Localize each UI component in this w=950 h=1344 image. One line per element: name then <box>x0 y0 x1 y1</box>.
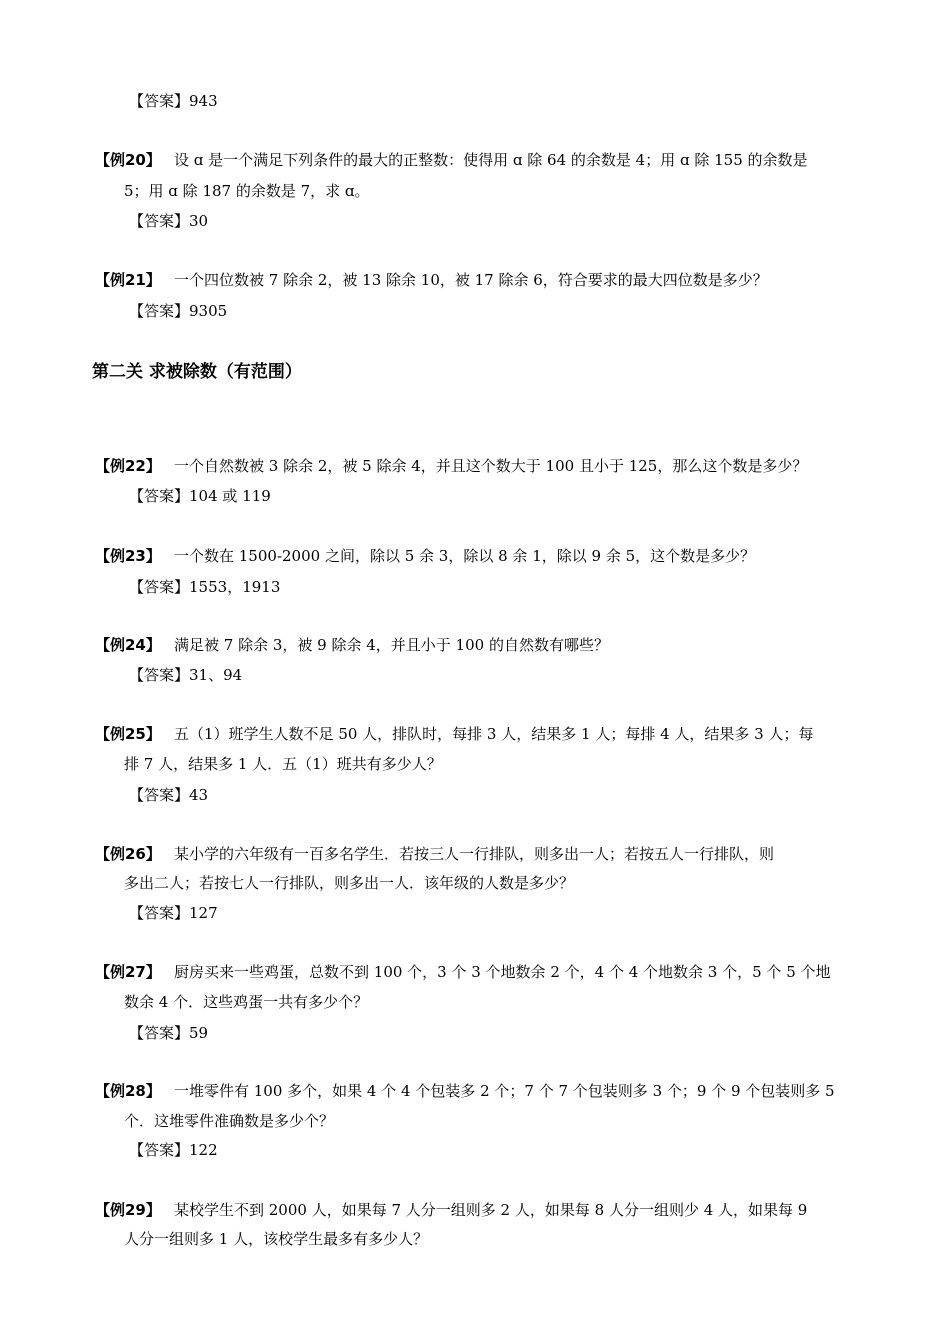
example-label-22: 【例22】 <box>95 457 161 475</box>
example-text-26-line2: 多出二人；若按七人一行排队，则多出一人．该年级的人数是多少？ <box>124 874 575 892</box>
example-text-25-line1: 五（1）班学生人数不足 50 人，排队时，每排 3 人，结果多 1 人；每排 4 人，结果多 3 人；每 <box>174 725 814 743</box>
answer-value: 1553，1913 <box>189 578 281 596</box>
answer-label: 【答案】 <box>129 487 190 505</box>
example-text-24-line1: 满足被 7 除余 3，被 9 除余 4，并且小于 100 的自然数有哪些？ <box>174 636 609 654</box>
example-label-24: 【例24】 <box>95 636 161 654</box>
section-title: 第二关 求被除数（有范围） <box>92 362 302 382</box>
example-text-20-line2: 5；用 ɑ 除 187 的余数是 7，求 ɑ。 <box>124 182 370 200</box>
example-text-27-line1: 厨房买来一些鸡蛋，总数不到 100 个，3 个 3 个地数余 2 个，4 个 4 个地数余 3 个，5 个 5 个地 <box>174 963 831 981</box>
answer-value: 943 <box>189 92 218 110</box>
answer-label: 【答案】 <box>129 904 190 922</box>
example-text-28-line2: 个．这堆零件准确数是多少个？ <box>124 1112 335 1130</box>
answer-28 <box>129 1140 218 1160</box>
answer-label: 【答案】 <box>129 302 190 320</box>
answer-value: 31、94 <box>189 666 243 684</box>
answer-26 <box>129 903 218 923</box>
answer-19 <box>129 91 218 111</box>
example-text-29-line1: 某校学生不到 2000 人，如果每 7 人分一组则多 2 人，如果每 8 人分一组则少 4 人，如果每 9 <box>174 1201 808 1219</box>
answer-label: 【答案】 <box>129 212 190 230</box>
example-text-25-line2: 排 7 人，结果多 1 人．五（1）班共有多少人？ <box>124 755 442 773</box>
answer-23 <box>129 577 280 597</box>
answer-label: 【答案】 <box>129 92 190 110</box>
example-text-26-line1: 某小学的六年级有一百多名学生．若按三人一行排队，则多出一人；若按五人一行排队，则 <box>174 845 775 863</box>
answer-value: 43 <box>189 786 209 804</box>
example-text-22-line1: 一个自然数被 3 除余 2，被 5 除余 4，并且这个数大于 100 且小于 125，那么这个数是多少？ <box>174 457 808 475</box>
example-label-21: 【例21】 <box>95 271 161 289</box>
example-label-27: 【例27】 <box>95 963 161 981</box>
answer-label: 【答案】 <box>129 1141 190 1159</box>
example-text-20-line1: 设 ɑ 是一个满足下列条件的最大的正整数：使得用 ɑ 除 64 的余数是 4；用 ɑ 除 155 的余数是 <box>174 151 808 169</box>
answer-21 <box>129 301 227 321</box>
example-text-28-line1: 一堆零件有 100 多个，如果 4 个 4 个包装多 2 个；7 个 7 个包装则多 3 个；9 个 9 个包装则多 5 <box>174 1082 835 1100</box>
example-label-28: 【例28】 <box>95 1082 161 1100</box>
example-label-29: 【例29】 <box>95 1201 161 1219</box>
example-label-25: 【例25】 <box>95 725 161 743</box>
answer-value: 59 <box>189 1024 209 1042</box>
answer-value: 122 <box>189 1141 218 1159</box>
answer-label: 【答案】 <box>129 1024 190 1042</box>
example-label-23: 【例23】 <box>95 547 161 565</box>
answer-value: 104 或 119 <box>189 487 271 505</box>
answer-value: 127 <box>189 904 218 922</box>
answer-27 <box>129 1023 208 1043</box>
example-text-27-line2: 数余 4 个．这些鸡蛋一共有多少个？ <box>124 993 369 1011</box>
answer-label: 【答案】 <box>129 666 190 684</box>
example-label-26: 【例26】 <box>95 845 161 863</box>
answer-value: 30 <box>189 212 209 230</box>
example-text-21-line1: 一个四位数被 7 除余 2，被 13 除余 10，被 17 除余 6，符合要求的最大四位数是多少？ <box>174 271 768 289</box>
example-text-23-line1: 一个数在 1500-2000 之间，除以 5 余 3，除以 8 余 1，除以 9 余 5，这个数是多少？ <box>174 547 756 565</box>
answer-value: 9305 <box>189 302 228 320</box>
answer-24 <box>129 665 242 685</box>
example-label-20: 【例20】 <box>95 151 161 169</box>
example-text-29-line2: 人分一组则多 1 人，该校学生最多有多少人？ <box>124 1230 429 1248</box>
answer-label: 【答案】 <box>129 786 190 804</box>
answer-22 <box>129 486 271 506</box>
answer-label: 【答案】 <box>129 578 190 596</box>
answer-25 <box>129 785 208 805</box>
answer-20 <box>129 211 208 231</box>
